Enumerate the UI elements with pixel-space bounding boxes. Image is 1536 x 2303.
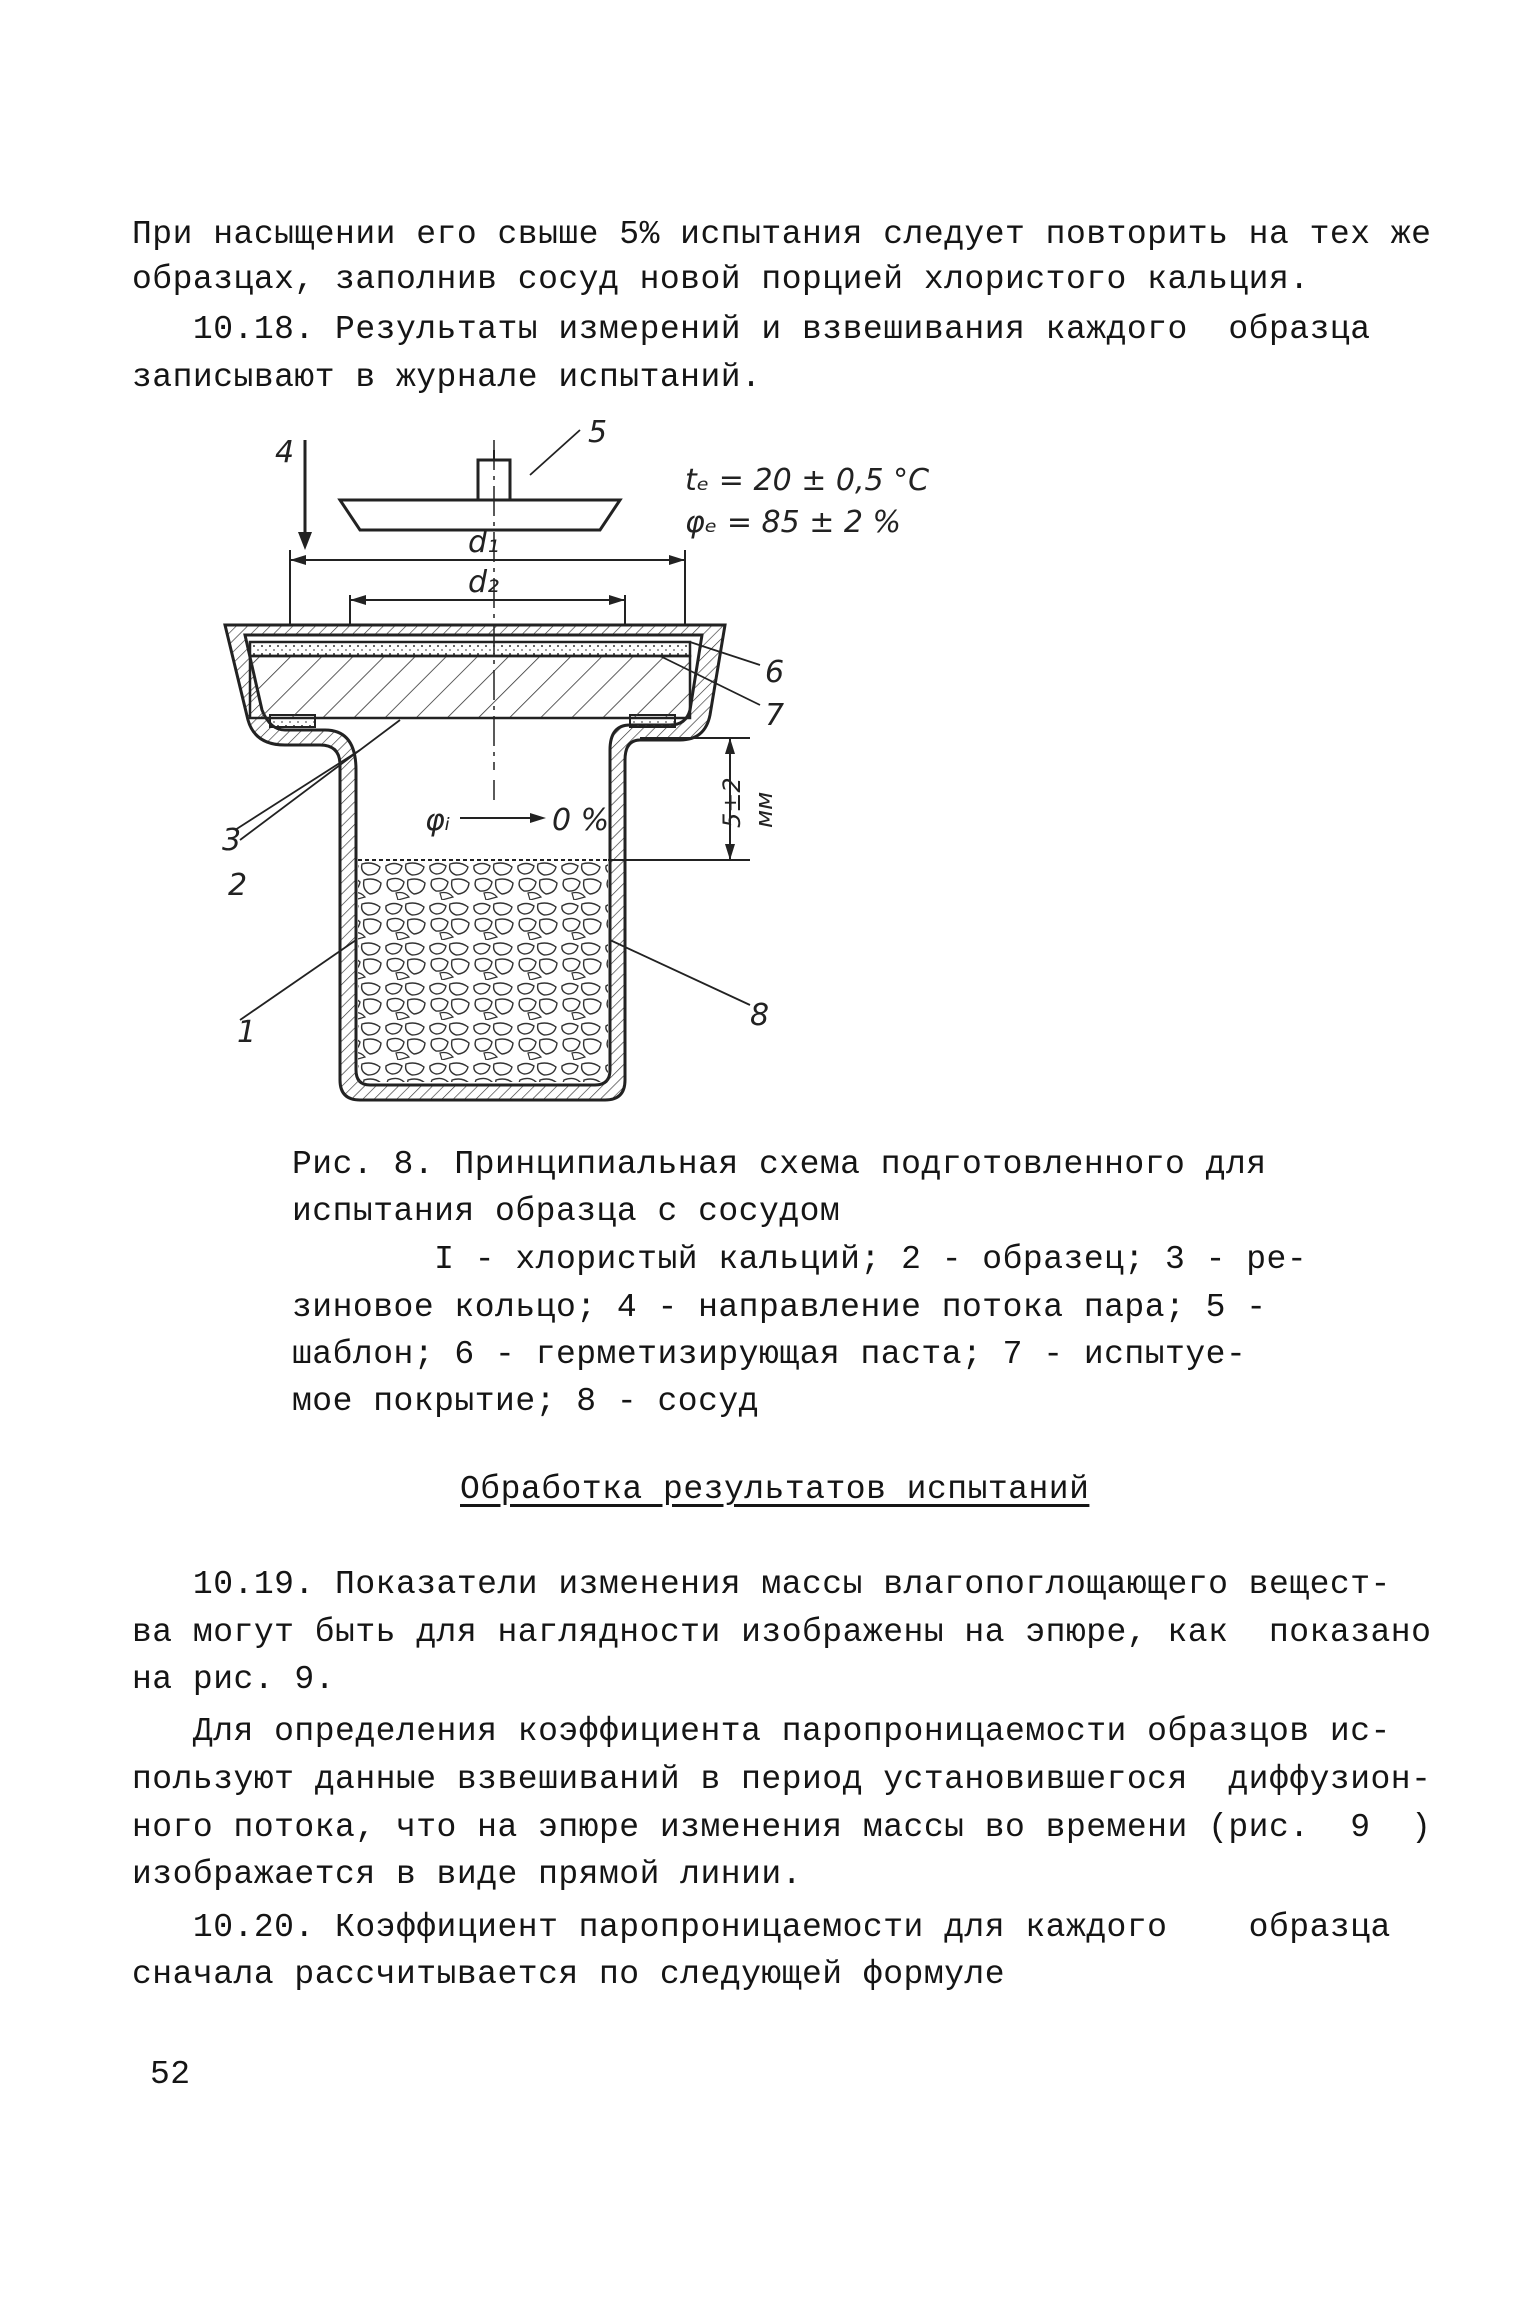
body-line: сначала рассчитывается по следующей формуле bbox=[132, 1956, 1006, 1993]
vapour-direction-arrow bbox=[298, 440, 312, 550]
figure-vessel-diagram bbox=[222, 415, 1100, 1120]
body-line: на рис. 9. bbox=[132, 1661, 336, 1698]
body-line: 10.19. Показатели изменения массы влагопоглощающего вещест- bbox=[132, 1566, 1391, 1603]
figure-caption-line: I - хлористый кальций; 2 - образец; 3 - ре- bbox=[292, 1241, 1308, 1278]
sample-with-coating bbox=[250, 642, 690, 718]
figure-caption-line: мое покрытие; 8 - сосуд bbox=[292, 1383, 759, 1420]
figure-caption-line: шаблон; 6 - герметизирующая паста; 7 - испытуе- bbox=[292, 1336, 1247, 1373]
callout-5: 5 bbox=[588, 415, 608, 450]
intro-line: записывают в журнале испытаний. bbox=[132, 359, 762, 396]
label-d2: d₂ bbox=[468, 565, 500, 600]
body-line: ва могут быть для наглядности изображены на эпюре, как показано bbox=[132, 1614, 1432, 1651]
calcium-chloride-fill bbox=[358, 860, 608, 1082]
callout-8: 8 bbox=[750, 998, 770, 1033]
intro-line: При насыщении его свыше 5% испытания следует повторить на тех же bbox=[132, 216, 1432, 253]
callout-1: 1 bbox=[237, 1015, 257, 1050]
label-phi-inside: φᵢ bbox=[425, 803, 451, 838]
figure-caption-line: зиновое кольцо; 4 - направление потока пара; 5 - bbox=[292, 1289, 1267, 1326]
body-line: пользуют данные взвешиваний в период установившегося диффузион- bbox=[132, 1761, 1432, 1798]
callout-7: 7 bbox=[765, 698, 785, 733]
body-line: 10.20. Коэффициент паропроницаемости для каждого образца bbox=[132, 1909, 1391, 1946]
label-phi-inside-value: 0 % bbox=[552, 803, 610, 838]
label-gap-unit: мм bbox=[750, 791, 778, 828]
condition-humidity: φₑ = 85 ± 2 % bbox=[685, 505, 902, 540]
section-heading: Обработка результатов испытаний bbox=[460, 1471, 1090, 1508]
page-number: 52 bbox=[150, 2056, 191, 2093]
label-d1: d₁ bbox=[468, 525, 500, 560]
body-line: ного потока, что на эпюре изменения массы во времени (рис. 9 ) bbox=[132, 1809, 1432, 1846]
callout-6: 6 bbox=[765, 655, 785, 690]
figure-caption-line: Рис. 8. Принципиальная схема подготовленного для bbox=[292, 1146, 1267, 1183]
callout-2: 2 bbox=[228, 868, 248, 903]
condition-temperature: tₑ = 20 ± 0,5 °C bbox=[685, 463, 930, 498]
callout-3: 3 bbox=[222, 823, 242, 858]
body-line: изображается в виде прямой линии. bbox=[132, 1856, 803, 1893]
label-gap: 5±2 bbox=[718, 777, 746, 828]
callout-4: 4 bbox=[275, 435, 295, 470]
intro-line: образцах, заполнив сосуд новой порцией хлористого кальция. bbox=[132, 261, 1310, 298]
template-shape bbox=[340, 450, 620, 530]
figure-caption-line: испытания образца с сосудом bbox=[292, 1193, 841, 1230]
body-line: Для определения коэффициента паропроницаемости образцов ис- bbox=[132, 1713, 1391, 1750]
intro-line: 10.18. Результаты измерений и взвешивания каждого образца bbox=[132, 311, 1371, 348]
